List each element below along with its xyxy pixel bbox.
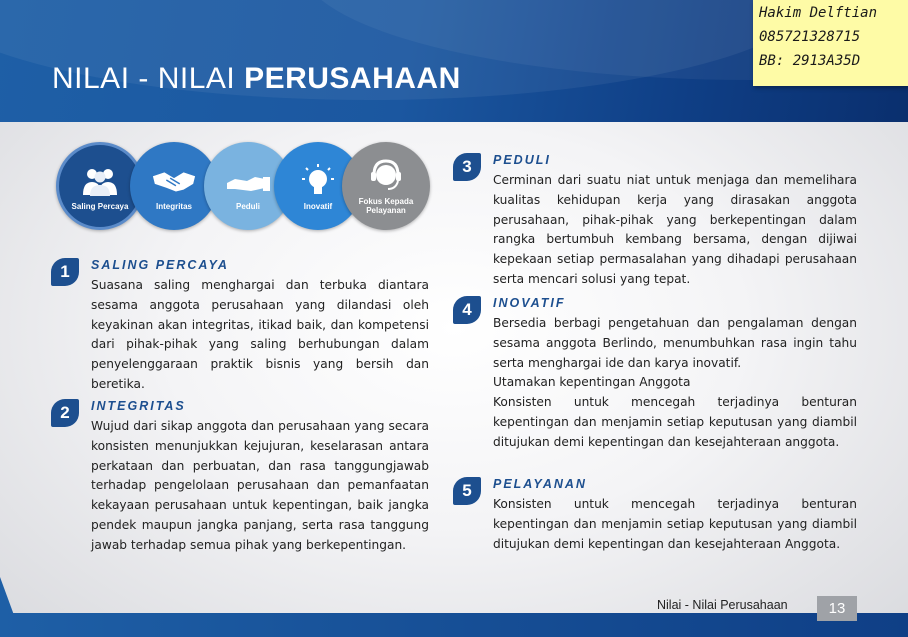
footer-bar <box>0 613 908 637</box>
section-number: 3 <box>453 153 481 181</box>
value-label: Inovatif <box>303 201 333 211</box>
value-label: Peduli <box>235 201 260 211</box>
value-label: Integritas <box>155 201 192 211</box>
section-number: 2 <box>51 399 79 427</box>
section-title: PELAYANAN <box>493 477 587 491</box>
note-phone: 085721328715 <box>759 29 861 45</box>
values-icon-row <box>56 142 436 232</box>
value-circle-fokus-pelayanan <box>342 142 430 230</box>
section-title: INTEGRITAS <box>91 399 186 413</box>
section-text: Suasana saling menghargai dan terbuka diantara sesama anggota perusahaan yang dilandasi oleh keyakinan akan integritas, itikad baik, dan kompetensi dari pihak-pihak yang saling berhubungan dalam penyelenggaraan praktik bisnis yang bersih dan beretika. <box>91 278 429 391</box>
section-text: Wujud dari sikap anggota dan perusahaan yang secara konsisten menunjukkan kejujuran, keselarasan antara perkataan dan perbuatan, dan rasa tanggungjawab terhadap pengelolaan perusahaan dan pemanfaatan kekayaan perusahaan untuk kepentingan, baik jangka pendek maupun jangka panjang, serta rasa tanggung jawab terhadap semua pihak yang berkepentingan. <box>91 419 429 552</box>
section-title: PEDULI <box>493 153 551 167</box>
note-bb-pin: BB: 2913A35D <box>759 53 861 69</box>
people-icon <box>77 162 123 200</box>
handshake-icon <box>151 162 197 200</box>
section-inovatif <box>453 296 863 456</box>
section-pelayanan <box>453 477 863 557</box>
section-title: INOVATIF <box>493 296 566 310</box>
section-text: Konsisten untuk mencegah terjadinya benturan kepentingan dan menjamin setiap keputusan yang diambil ditujukan demi kepentingan dan kesejahteraan Anggota. <box>493 497 857 551</box>
lightbulb-icon <box>295 162 341 200</box>
footer-label: Nilai - Nilai Perusahaan <box>657 598 788 612</box>
value-label: Fokus Kepada Pelayanan <box>358 197 414 215</box>
note-name: Hakim Delftian <box>759 5 878 21</box>
section-saling-percaya <box>51 258 431 391</box>
caring-hand-icon <box>225 162 271 200</box>
section-number: 4 <box>453 296 481 324</box>
section-integritas <box>51 399 431 559</box>
section-title: SALING PERCAYA <box>91 258 229 272</box>
section-peduli <box>453 153 863 286</box>
section-number: 1 <box>51 258 79 286</box>
headset-icon <box>363 157 409 195</box>
section-number: 5 <box>453 477 481 505</box>
page-number: 13 <box>817 596 857 621</box>
section-text: Cerminan dari suatu niat untuk menjaga dan memelihara kualitas kehidupan kerja yang dirasakan anggota perusahaan, pihak-pihak yang berkepentingan dalam rangka bertumbuh kembang bersama, dengan dijiwai kepekaan setiap permasalahan yang dihadapi perusahaan serta mencari solusi yang tepat. <box>493 173 857 286</box>
page-title: NILAI - NILAI PERUSAHAAN <box>52 62 461 95</box>
section-text: Bersedia berbagi pengetahuan dan pengalaman dengan sesama anggota Berlindo, menumbuhkan rasa ingin tahu serta menghargai ide dan karya inovatif. Utamakan kepentingan Anggota Konsisten untuk mencegah terjadinya benturan kepentingan dan menjamin setiap keputusan yang diambil ditujukan demi kepentingan dan kesejahteraan anggota. <box>493 316 857 449</box>
sticky-note <box>753 0 908 86</box>
value-label: Saling Percaya <box>71 201 129 211</box>
